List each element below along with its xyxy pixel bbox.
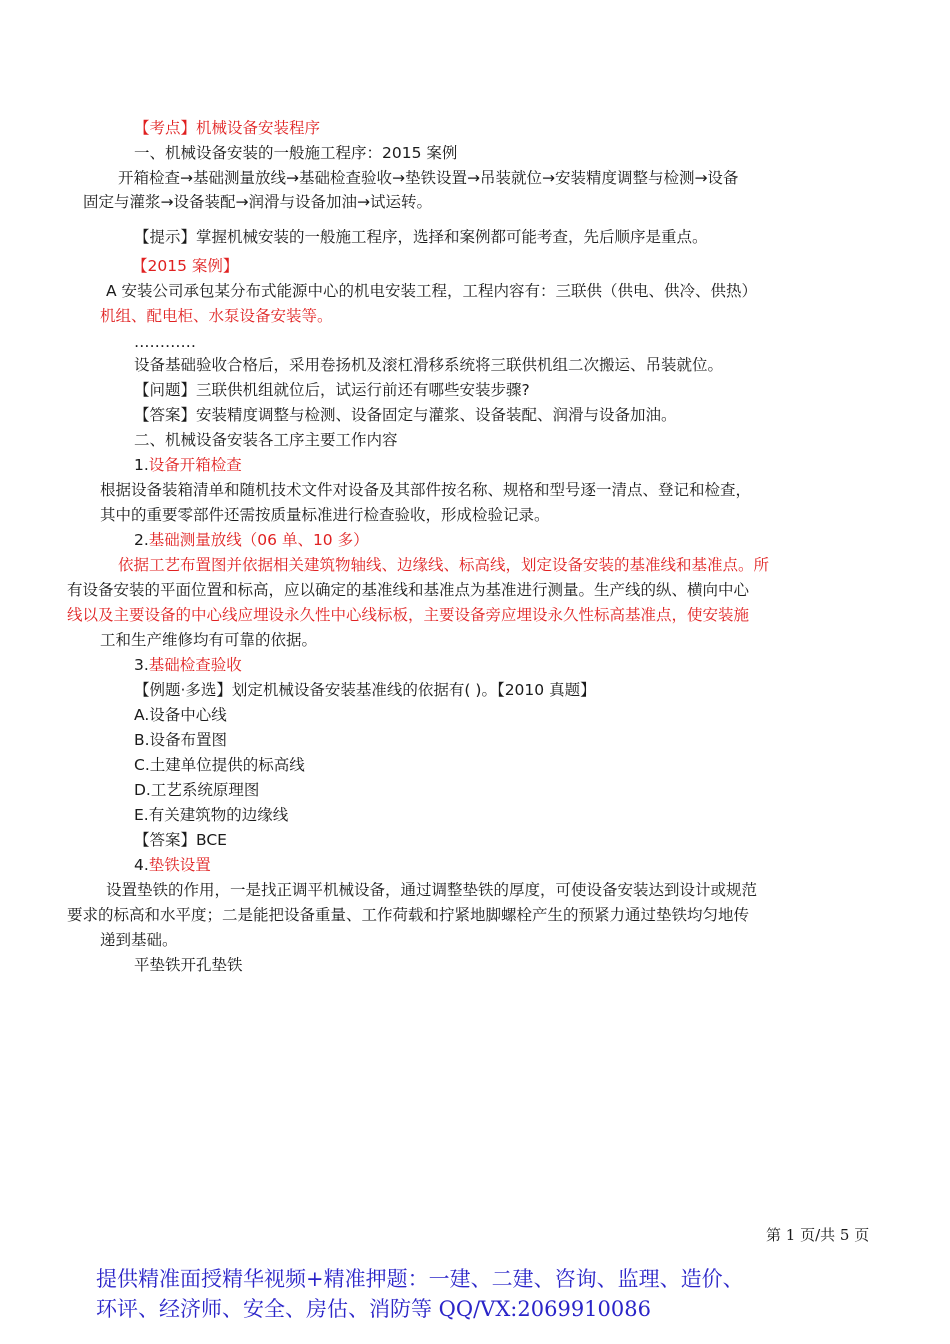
topic-heading: 【考点】机械设备安装程序 [134, 119, 321, 137]
subsection-3-heading [134, 653, 242, 678]
section-heading-1: 一、机械设备安装的一般施工程序：2015 案例 [134, 144, 458, 162]
case-text-line-2: 机组、配电柜、水泵设备安装等。 [100, 307, 333, 325]
case-text-line-3: 设备基础验收合格后，采用卷扬机及滚杠滑移系统将三联供机组二次搬运、吊装就位。 [134, 356, 724, 374]
subsection-2-heading [134, 528, 369, 553]
subsection-4-heading [134, 853, 211, 878]
answer-line: 【答案】安装精度调整与检测、设备固定与灌浆、设备装配、润滑与设备加油。 [134, 406, 677, 424]
option-a: A.设备中心线 [134, 706, 227, 724]
shim-text-line-2: 要求的标高和水平度；二是能把设备重量、工作荷载和拧紧地脚螺栓产生的预紧力通过垫铁均匀地传 [67, 906, 750, 924]
shim-types-line: 平垫铁开孔垫铁 [134, 956, 243, 974]
option-b: B.设备布置图 [134, 731, 228, 749]
case-heading: 【2015 案例】 [132, 257, 239, 275]
option-c: C.土建单位提供的标高线 [134, 756, 305, 774]
shim-text-line-3: 递到基础。 [100, 931, 178, 949]
subsection-1-heading [134, 453, 242, 478]
subsection-2-title: 基础测量放线（06 单、10 多） [148, 531, 369, 549]
procedure-line-1: 开箱检查→基础测量放线→基础检查验收→垫铁设置→吊装就位→安装精度调整与检测→设备 [118, 169, 739, 187]
subsection-1-title: 设备开箱检查 [148, 456, 242, 474]
ellipsis-line: ………… [134, 333, 196, 351]
subsection-2-number: 2. [134, 531, 149, 549]
subsection-1-number: 1. [134, 456, 149, 474]
shim-text-line-1: 设置垫铁的作用，一是找正调平机械设备，通过调整垫铁的厚度，可使设备安装达到设计或规范 [106, 881, 758, 899]
page-number: 第 1 页/共 5 页 [766, 1226, 870, 1244]
promo-line-2: 环评、经济师、安全、房估、消防等 QQ/VX:2069910086 [96, 1297, 651, 1321]
question-line: 【问题】三联供机组就位后，试运行前还有哪些安装步骤? [134, 381, 530, 399]
promo-line-1: 提供精准面授精华视频+精准押题：一建、二建、咨询、监理、造价、 [96, 1267, 744, 1291]
subsection-3-number: 3. [134, 656, 149, 674]
example-answer: 【答案】BCE [134, 831, 227, 849]
survey-text-line-3: 线以及主要设备的中心线应埋设永久性中心线标板，主要设备旁应埋设永久性标高基准点，使安装施 [67, 606, 750, 624]
example-question: 【例题·多选】划定机械设备安装基准线的依据有( )。【2010 真题】 [134, 681, 596, 699]
procedure-line-2: 固定与灌浆→设备装配→润滑与设备加油→试运转。 [83, 193, 432, 211]
tip-paragraph: 【提示】掌握机械安装的一般施工程序，选择和案例都可能考查，先后顺序是重点。 [134, 228, 708, 246]
unpacking-text-line-1: 根据设备装箱清单和随机技术文件对设备及其部件按名称、规格和型号逐一清点、登记和检查， [100, 481, 752, 499]
option-e: E.有关建筑物的边缘线 [134, 806, 289, 824]
unpacking-text-line-2: 其中的重要零部件还需按质量标准进行检查验收，形成检验记录。 [100, 506, 550, 524]
subsection-4-title: 垫铁设置 [148, 856, 211, 874]
section-heading-2: 二、机械设备安装各工序主要工作内容 [134, 431, 398, 449]
case-text-line-1: A 安装公司承包某分布式能源中心的机电安装工程，工程内容有：三联供（供电、供冷、供热） [106, 282, 758, 300]
survey-text-line-2: 有设备安装的平面位置和标高，应以确定的基准线和基准点为基准进行测量。生产线的纵、横向中心 [67, 581, 750, 599]
survey-text-line-4: 工和生产维修均有可靠的依据。 [100, 631, 318, 649]
subsection-3-title: 基础检查验收 [148, 656, 242, 674]
subsection-4-number: 4. [134, 856, 149, 874]
option-d: D.工艺系统原理图 [134, 781, 260, 799]
survey-text-line-1: 依据工艺布置图并依据相关建筑物轴线、边缘线、标高线，划定设备安装的基准线和基准点。所 [118, 556, 770, 574]
